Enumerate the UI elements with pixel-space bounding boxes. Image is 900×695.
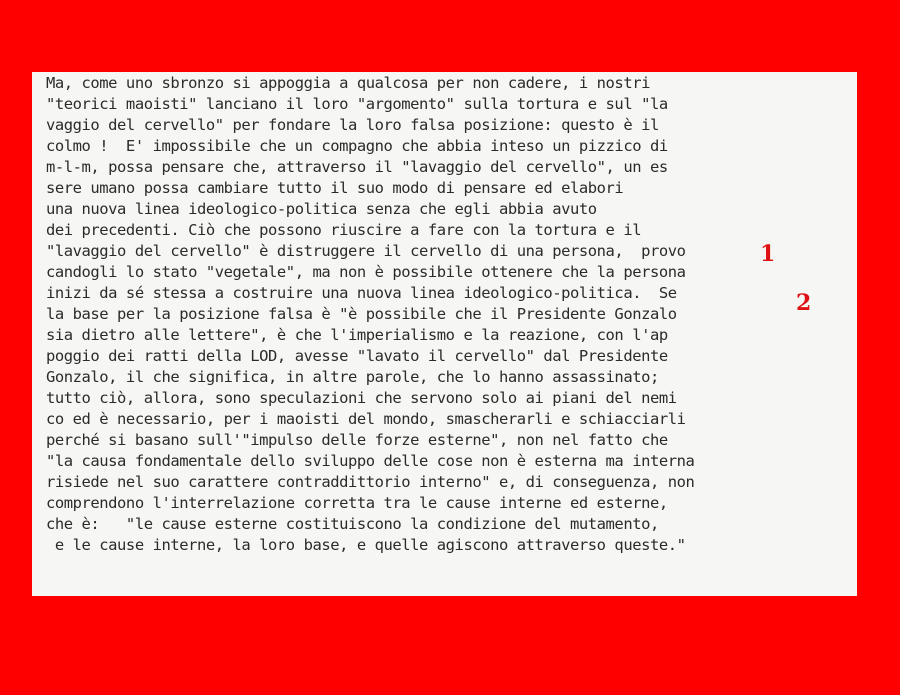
text-line: inizi da sé stessa a costruire una nuova linea ideologico-politica. Se — [46, 284, 677, 302]
text-line: dei precedenti. Ciò che possono riuscire a fare con la tortura e il — [46, 221, 642, 239]
text-line: risiede nel suo carattere contraddittorio interno" e, di conseguenza, non — [46, 473, 695, 491]
text-line: vaggio del cervello" per fondare la loro falsa posizione: questo è il — [46, 116, 659, 134]
text-line: la base per la posizione falsa è "è possibile che il Presidente Gonzalo — [46, 305, 677, 323]
text-line: m-l-m, possa pensare che, attraverso il "lavaggio del cervello", un es — [46, 158, 668, 176]
text-line: sere umano possa cambiare tutto il suo modo di pensare ed elabori — [46, 179, 624, 197]
text-line: poggio dei ratti della LOD, avesse "lavato il cervello" dal Presidente — [46, 347, 668, 365]
text-line: Gonzalo, il che significa, in altre parole, che lo hanno assassinato; — [46, 368, 659, 386]
text-line: "lavaggio del cervello" è distruggere il cervello di una persona, provo — [46, 242, 686, 260]
text-line: colmo ! E' impossibile che un compagno che abbia inteso un pizzico di — [46, 137, 668, 155]
text-line: comprendono l'interrelazione corretta tra le cause interne ed esterne, — [46, 494, 668, 512]
text-line: candogli lo stato "vegetale", ma non è possibile ottenere che la persona — [46, 263, 686, 281]
footnote-marker-2: 2 — [796, 290, 812, 316]
text-line: perché si basano sull'"impulso delle forze esterne", non nel fatto che — [46, 431, 668, 449]
text-line: co ed è necessario, per i maoisti del mondo, smascherarli e schiacciarli — [46, 410, 686, 428]
text-line: Ma, come uno sbronzo si appoggia a qualcosa per non cadere, i nostri — [46, 74, 650, 92]
scanned-page — [32, 72, 857, 596]
text-line: e le cause interne, la loro base, e quelle agiscono attraverso queste." — [46, 536, 686, 554]
text-line: una nuova linea ideologico-politica senza che egli abbia avuto — [46, 200, 597, 218]
text-line: "teorici maoisti" lanciano il loro "argomento" sulla tortura e sul "la — [46, 95, 668, 113]
text-line: "la causa fondamentale dello sviluppo delle cose non è esterna ma interna — [46, 452, 695, 470]
footnote-marker-1: 1 — [760, 241, 776, 267]
text-line: tutto ciò, allora, sono speculazioni che servono solo ai piani del nemi — [46, 389, 677, 407]
text-line: che è: "le cause esterne costituiscono la condizione del mutamento, — [46, 515, 659, 533]
text-line: sia dietro alle lettere", è che l'imperialismo e la reazione, con l'ap — [46, 326, 668, 344]
